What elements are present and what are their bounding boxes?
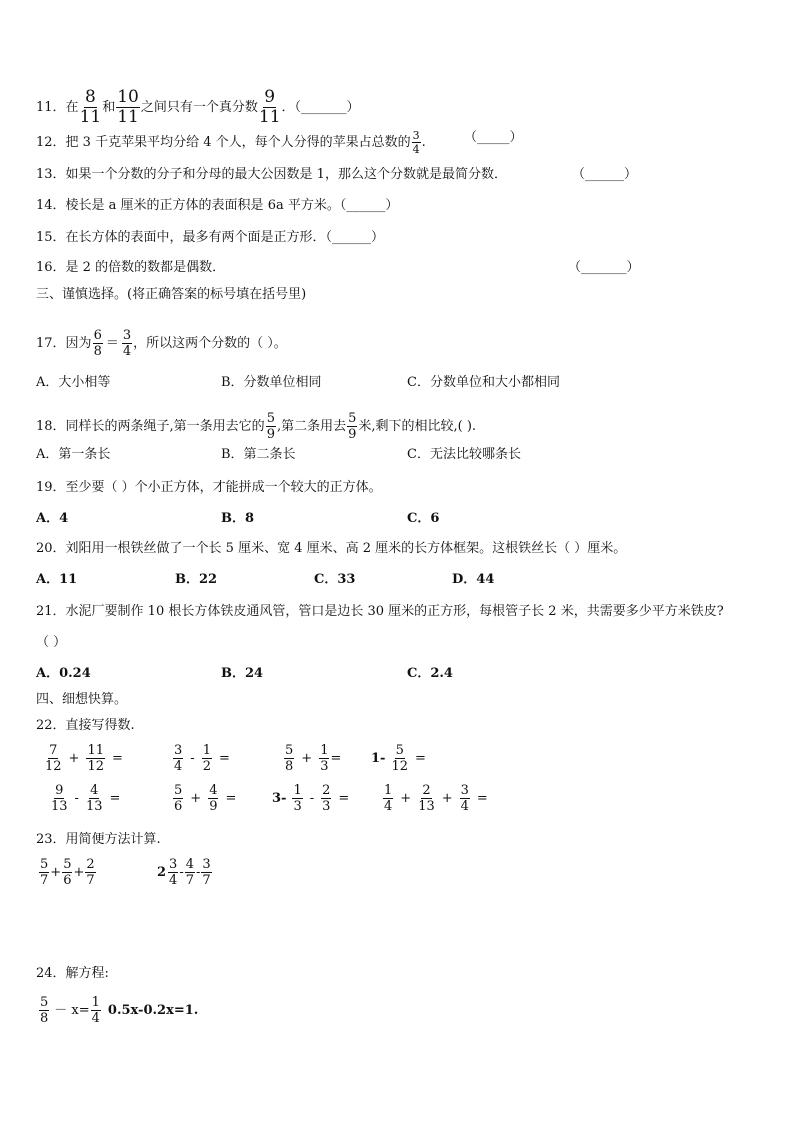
calc-item: $\frac{9}{13}$ - $\frac{4}{13}$ = [51,783,121,814]
question-11: 11．在 $\frac{8}{11}$ 和 $\frac{10}{11}$ 之间只有一个真分数 $\frac{9}{11}$ ．（_______） [36,87,360,127]
calc-item: 3- $\frac{1}{3}$ - $\frac{2}{3}$ = [272,783,350,814]
question-20: 20．刘阳用一根铁丝做了一个长 5 厘米、宽 4 厘米、高 2 厘米的长方体框架。这根铁丝长（ ）厘米。 [36,541,627,556]
question-22: 22．直接写得数. [36,718,135,733]
answer-blank: _______ [301,100,347,115]
option-d: D．44 [452,572,495,587]
answer-blank: （_______） [568,260,640,275]
question-14: 14．棱长是 a 厘米的正方体的表面积是 6a 平方米。（______） [36,198,399,213]
calc-item: $\frac{7}{12}$ + $\frac{11}{12}$ = [45,743,123,774]
calc-item: 2 $\frac{3}{4}$ - $\frac{4}{7}$ - $\frac{3}{7}$ [157,857,211,888]
question-18: 18．同样长的两条绳子,第一条用去它的 $\frac{5}{9}$ ,第二条用去 $\frac{5}{9}$ 米,剩下的相比较,( ). [36,411,477,442]
option-b: B．第二条长 [221,447,296,462]
option-c: C．2.4 [407,666,453,681]
equation-item: $\frac{5}{8}$ － x= $\frac{1}{4}$ 0.5x-0.2x=1. [40,995,199,1026]
calc-item: 1- $\frac{5}{12}$ = [371,743,426,774]
question-number: 11． [36,100,66,115]
option-a: A．第一条长 [36,447,111,462]
question-24: 24．解方程: [36,966,109,981]
option-c: C．6 [407,511,440,526]
option-a: A．4 [36,511,69,526]
option-a: A．11 [36,572,78,587]
calc-item: $\frac{5}{8}$ + $\frac{1}{3}$ = [285,743,342,774]
question-13: 13．如果一个分数的分子和分母的最大公因数是 1，那么这个分数就是最简分数． （______） [36,167,638,182]
option-b: B．24 [221,666,264,681]
option-b: B．8 [221,511,255,526]
question-17: 17．因为 $\frac{6}{8}$ ＝ $\frac{3}{4}$ ，所以这两个分数的（ ）。 [36,328,287,359]
option-c: C．33 [314,572,356,587]
answer-parentheses: （ ） [36,635,67,650]
section-heading-3: 三、谨慎选择。(将正确答案的标号填在括号里) [36,287,307,302]
option-c: C．无法比较哪条长 [407,447,521,462]
option-a: A．大小相等 [36,375,111,390]
question-15: 15．在长方体的表面中，最多有两个面是正方形．（______） [36,230,385,245]
calc-item: $\frac{5}{6}$ + $\frac{4}{9}$ = [174,783,237,814]
calc-item: $\frac{1}{4}$ + $\frac{2}{13}$ + $\frac{3}{4}$ = [384,783,488,814]
calc-item: $\frac{5}{7}$ + $\frac{5}{6}$ + $\frac{2}{7}$ [40,857,95,888]
section-heading-4: 四、细想快算。 [36,692,128,707]
calc-item: $\frac{3}{4}$ - $\frac{1}{2}$ = [174,743,230,774]
option-c: C．分数单位和大小都相同 [407,375,560,390]
option-b: B．22 [175,572,218,587]
question-19: 19．至少要（ ）个小正方体，才能拼成一个较大的正方体。 [36,480,382,495]
question-21: 21．水泥厂要制作 10 根长方体铁皮通风管，管口是边长 30 厘米的正方形，每根管子长 2 米，共需要多少平方米铁皮? [36,604,724,619]
question-23: 23．用简便方法计算. [36,832,161,847]
answer-blank: （______） [572,167,638,182]
option-a: A．0.24 [36,666,91,681]
option-b: B．分数单位相同 [221,375,322,390]
question-16: 16．是 2 的倍数的数都是偶数． （_______） [36,260,640,275]
answer-blank: （_____） [464,130,523,145]
question-12: 12．把 3 千克苹果平均分给 4 个人，每个人分得的苹果占总数的 $\frac{3}{4}$ . （_____） [36,129,523,156]
